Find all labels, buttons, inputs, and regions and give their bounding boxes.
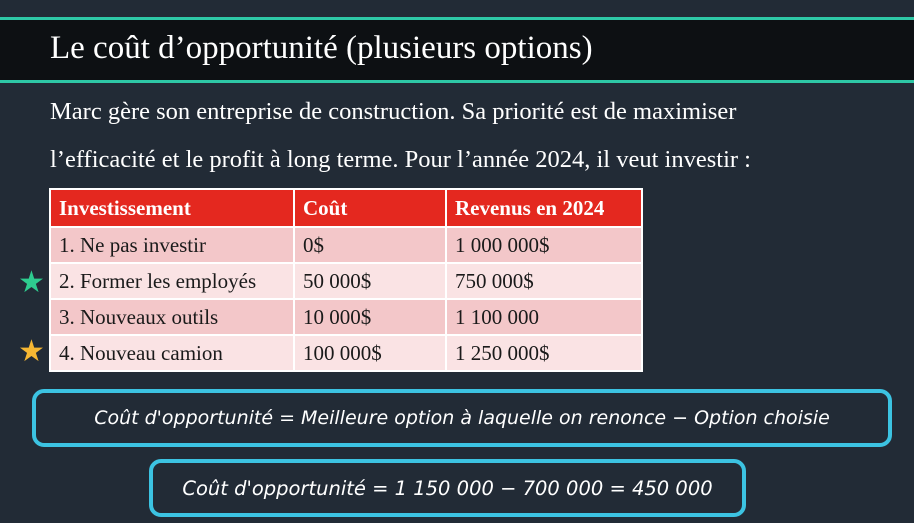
formula-definition-box bbox=[32, 389, 892, 447]
cell-investissement: 1. Ne pas investir bbox=[50, 227, 294, 263]
cell-cout: 100 000$ bbox=[294, 335, 446, 371]
formula-calculation-box bbox=[149, 459, 746, 517]
cell-revenus: 1 000 000$ bbox=[446, 227, 642, 263]
formula-calculation-text: Coût d'opportunité = 1 150 000 − 700 000 = 450 000 bbox=[182, 476, 713, 500]
slide-title: Le coût d’opportunité (plusieurs options) bbox=[50, 30, 593, 66]
paragraph-line-1: Marc gère son entreprise de construction. Sa priorité est de maximiser bbox=[50, 98, 737, 125]
table-row bbox=[50, 263, 642, 299]
paragraph-line-2: l’efficacité et le profit à long terme. Pour l’année 2024, il veut investir : bbox=[50, 146, 751, 173]
cell-revenus: 1 100 000 bbox=[446, 299, 642, 335]
investment-table bbox=[49, 188, 643, 372]
cell-revenus: 1 250 000$ bbox=[446, 335, 642, 371]
table-row bbox=[50, 335, 642, 371]
cell-cout: 50 000$ bbox=[294, 263, 446, 299]
cell-cout: 0$ bbox=[294, 227, 446, 263]
title-bar bbox=[0, 17, 914, 83]
table-row bbox=[50, 227, 642, 263]
table-header-row bbox=[50, 189, 642, 227]
cell-investissement: 3. Nouveaux outils bbox=[50, 299, 294, 335]
cell-revenus: 750 000$ bbox=[446, 263, 642, 299]
table-row bbox=[50, 299, 642, 335]
star-icon: ★ bbox=[18, 266, 45, 299]
header-cout: Coût bbox=[294, 189, 446, 227]
star-icon: ★ bbox=[18, 335, 45, 368]
formula-definition-text: Coût d'opportunité = Meilleure option à laquelle on renonce − Option choisie bbox=[94, 407, 830, 429]
cell-cout: 10 000$ bbox=[294, 299, 446, 335]
cell-investissement: 4. Nouveau camion bbox=[50, 335, 294, 371]
header-revenus: Revenus en 2024 bbox=[446, 189, 642, 227]
cell-investissement: 2. Former les employés bbox=[50, 263, 294, 299]
header-investissement: Investissement bbox=[50, 189, 294, 227]
